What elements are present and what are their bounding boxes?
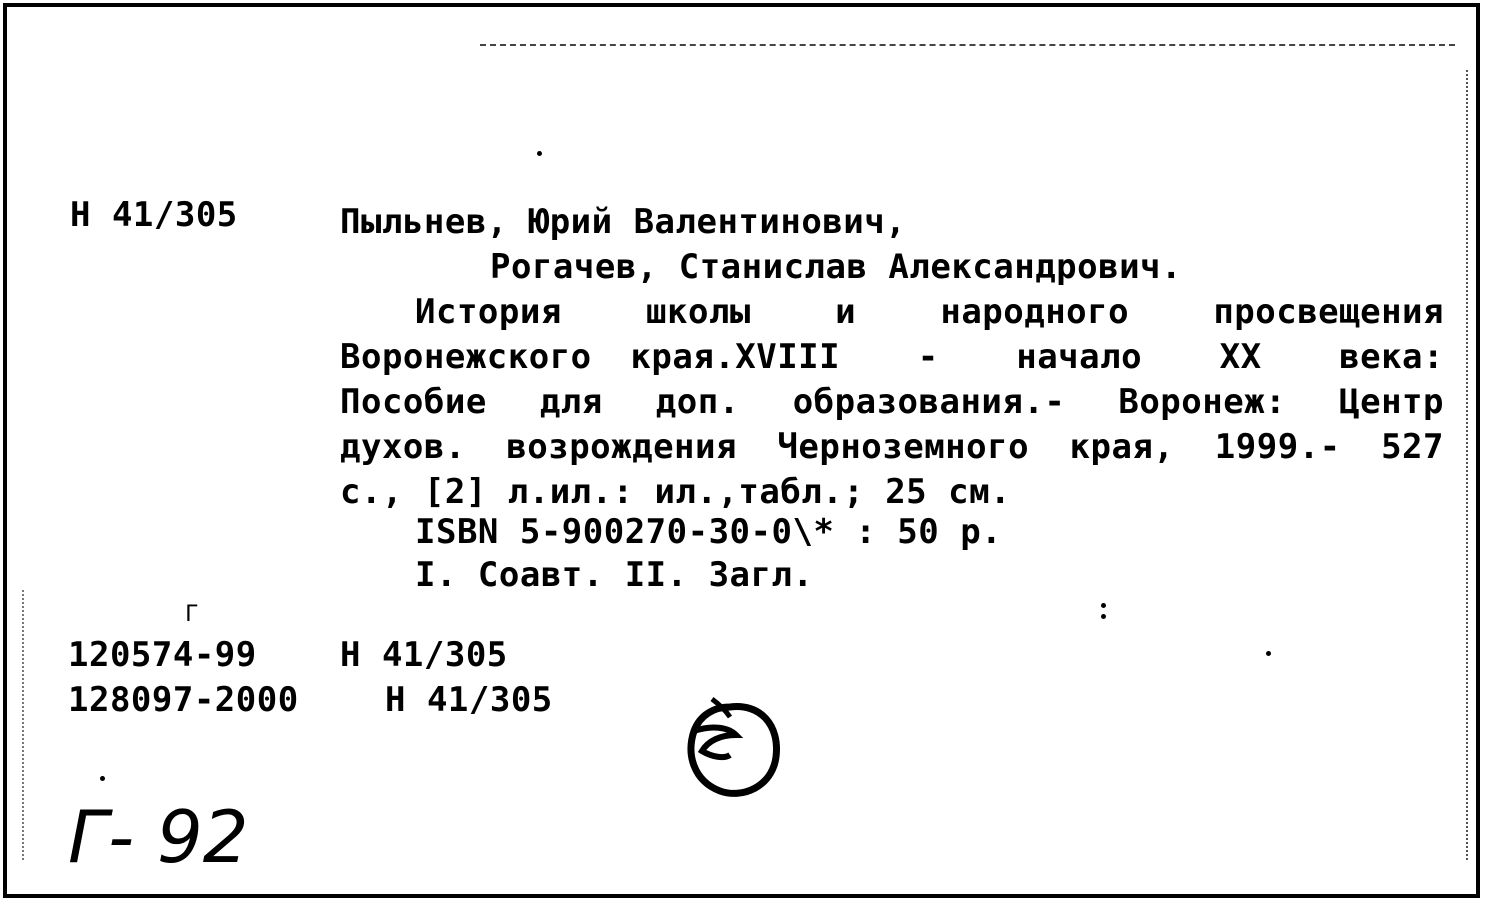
handwritten-code: Г- 92 bbox=[68, 795, 249, 879]
inventory-shelfmark: Н 41/305 bbox=[340, 635, 508, 675]
speck bbox=[1101, 603, 1106, 608]
title-line-2: Воронежского края.XVIII - начало XX века: bbox=[340, 337, 1444, 377]
title-line-3: Пособие для доп. образования.- Воронеж: Центр bbox=[340, 382, 1444, 422]
inventory-shelfmark: Н 41/305 bbox=[385, 680, 553, 720]
shelfmark: Н 41/305 bbox=[70, 195, 238, 235]
top-dashed-line bbox=[480, 44, 1455, 46]
left-dotted-line bbox=[22, 590, 24, 860]
speck bbox=[100, 776, 105, 781]
speck bbox=[1266, 651, 1271, 656]
author-heading: Пыльнев, Юрий Валентинович, bbox=[340, 202, 907, 242]
title-line-1: История школы и народного просвещения bbox=[415, 292, 1444, 332]
inventory-number: 120574-99 bbox=[68, 635, 257, 675]
title-line-4: духов. возрождения Черноземного края, 1999.- 527 bbox=[340, 427, 1444, 467]
speck bbox=[537, 151, 542, 156]
physical-description: с., [2] л.ил.: ил.,табл.; 25 см. bbox=[340, 472, 1012, 512]
coauthor-heading: Рогачев, Станислав Александрович. bbox=[490, 247, 1183, 287]
speck bbox=[1101, 614, 1106, 619]
ink-circle-stamp bbox=[672, 695, 792, 810]
tracings-line: I. Соавт. II. Загл. bbox=[415, 555, 814, 595]
inventory-number: 128097-2000 bbox=[68, 680, 299, 720]
isbn-line: ISBN 5-900270-30-0\* : 50 р. bbox=[415, 512, 1003, 552]
pencil-mark: Г bbox=[185, 602, 199, 627]
right-dotted-line bbox=[1466, 70, 1468, 860]
